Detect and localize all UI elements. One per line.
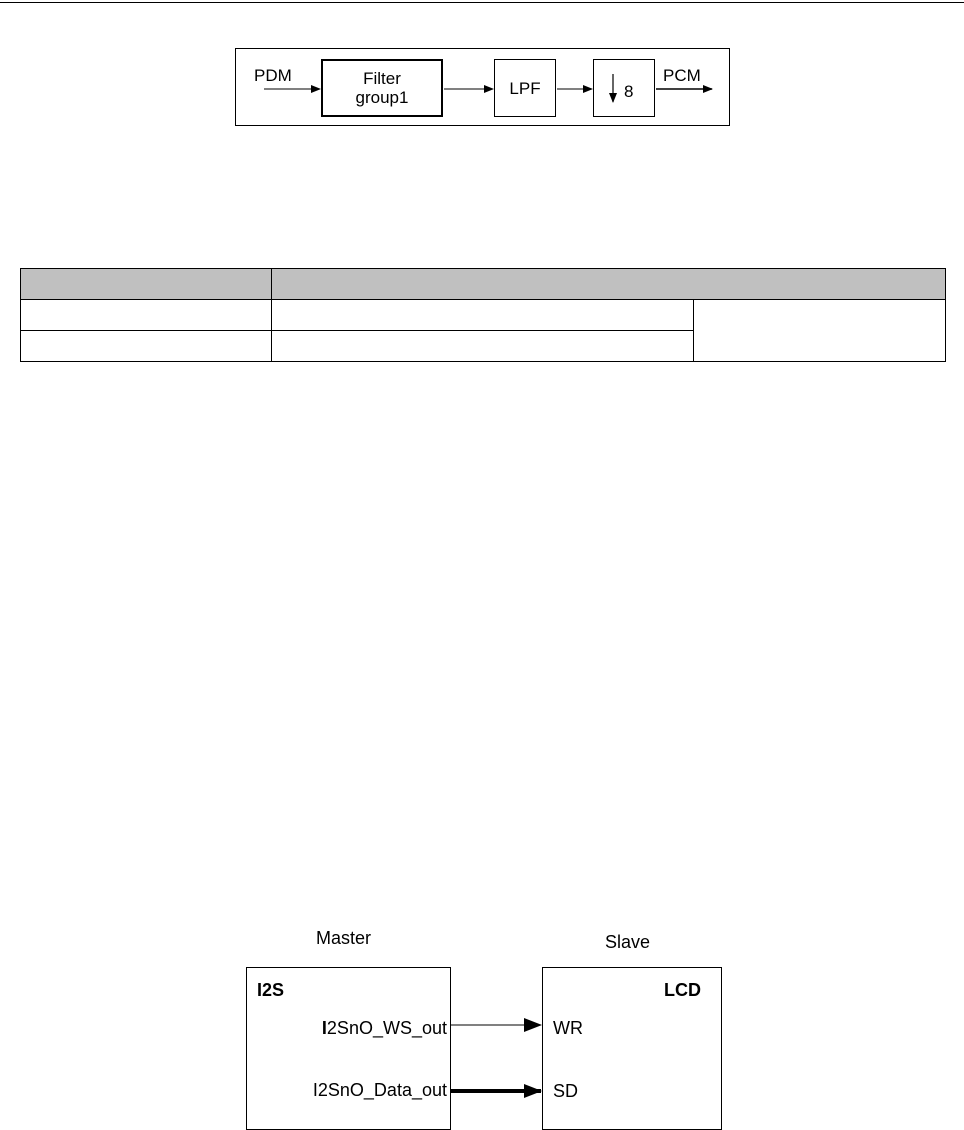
table-header-cell (272, 269, 946, 300)
table-cell (21, 331, 272, 362)
pdm-diagram-arrows (0, 0, 964, 140)
pdm-input-label: PDM (254, 66, 292, 85)
table-cell (694, 300, 946, 362)
lcd-block-title: LCD (664, 980, 701, 1000)
table-cell (21, 300, 272, 331)
table-header-cell (21, 269, 272, 300)
table-cell (272, 300, 694, 331)
slave-caption: Slave (605, 932, 651, 952)
table-row (21, 300, 946, 331)
table-cell (272, 331, 694, 362)
i2s-diagram-arrows (0, 900, 964, 1130)
data-signal-label: I2SnO_Data_out (312, 1080, 447, 1100)
i2s-block-title: I2S (257, 980, 285, 1000)
pdm-pcm-diagram (0, 0, 964, 140)
spec-table (20, 268, 946, 362)
sd-pin-label: SD (553, 1081, 579, 1101)
table-header-row (21, 269, 946, 300)
filter-block-line1: Filter (363, 69, 401, 88)
decimation-factor-label: 8 (624, 82, 634, 101)
pcm-output-label: PCM (663, 66, 701, 85)
lpf-label: LPF (509, 78, 541, 98)
i2s-lcd-diagram (0, 900, 964, 1130)
filter-block-line2: group1 (355, 88, 409, 107)
wr-pin-label: WR (553, 1018, 583, 1038)
master-caption: Master (316, 928, 372, 948)
ws-signal-prefix: I (321, 1018, 327, 1038)
ws-signal-rest: 2SnO_WS_out (326, 1018, 447, 1038)
